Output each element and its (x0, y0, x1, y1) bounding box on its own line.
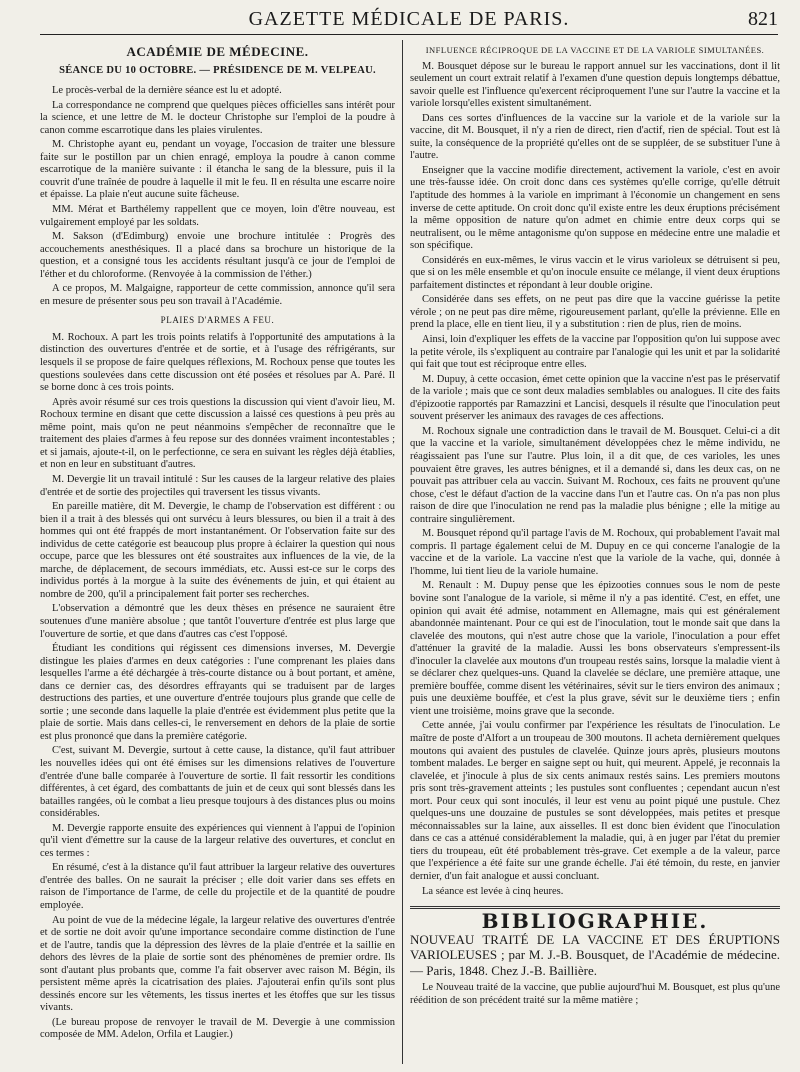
paragraph: M. Christophe ayant eu, pendant un voyage, l'occasion de traiter une blessure faite sur le postillon par un chien enragé, employa la poudre à canon comme escarrotique de la manière suivante : il étancha le sang de la blessure, puis il la couvrit d'une traînée de poudre à laquelle il mit le feu. Il en résulta une escarre noire et épaisse. La plaie n'eut aucune suite fâcheuse. (40, 139, 395, 201)
paragraph: M. Dupuy, à cette occasion, émet cette opinion que la vaccine n'est pas le préservatif de la variole ; mais que ce sont deux maladies semblables ou analogues. Il cite des faits d'épizootie rapportés par Ramazzini et Lancisi, desquels il résulte que l'inoculation peut souvent préserver les animaux des ravages de ces affections. (410, 373, 780, 423)
paragraph: Cette année, j'ai voulu confirmer par l'expérience les résultats de l'inoculation. Le maître de poste d'Alfort a un troupeau de 300 moutons. Il acheta dernièrement quelques moutons qui avaient des pustules de clavelée. Quinze jours après, plusieurs moutons tombent malades. Le berger en saigne sept ou huit, qui meurent. Appelé, je reconnais la clavelée, et j'inocule à plus de six cents animaux restés sains. Les premiers moutons pris sont très-gravement atteints ; les pustules sont confluentes ; cependant aucun n'est mort. Pour ceux qui sont inoculés, il leur est venu au point piqué une pustule. Chez quelques-uns une douzaine de pustules se sont développées, mais petites et presque méconnaissables sur la laine, aux aisselles. Il est donc bien évident que l'inoculation dans ce cas a atténué considérablement la maladie, qui, à en juger par l'état du premier tiers du troupeau, eût été probablement très-grave. Cet exemple a de la valeur, parce que l'expérience a été faite sur une grande échelle. J'ai été témoin, du reste, en janvier dernier, d'un fait analogue et aussi concluant. (410, 720, 780, 882)
academy-heading: ACADÉMIE DE MÉDECINE. (126, 44, 309, 59)
paragraph: M. Bousquet dépose sur le bureau le rapport annuel sur les vaccinations, dont il lit seulement un court extrait relatif à l'examen d'une question depuis longtemps débattue, savoir quelle est l'influence qu'exercent réciproquement l'une sur l'autre la vaccine et la variole lorsqu'elles existent simultanément. (410, 60, 780, 110)
journal-title: GAZETTE MÉDICALE DE PARIS. (248, 8, 570, 30)
paragraph: Considérés en eux-mêmes, le virus vaccin et le virus varioleux se détruisent si peu, que si on les mêle ensemble et qu'on inocule ensuite ce mélange, il vient deux éruptions parfaitement distinctes et répondant à leur double origine. (410, 254, 780, 291)
paragraph: Ainsi, loin d'expliquer les effets de la vaccine par l'opposition qu'on lui suppose avec la petite vérole, ils s'expliquent au contraire par l'analogie qui les unit et par la solidarité qui fait que tout est réciproque entre elles. (410, 334, 780, 371)
paragraph: A ce propos, M. Malgaigne, rapporteur de cette commission, annonce qu'il sera en mesure de présenter sous peu son travail à l'Académie. (40, 283, 395, 307)
paragraph: Dans ces sortes d'influences de la vaccine sur la variole et de la variole sur la vaccine, dit M. Bousquet, il n'y a rien de direct, rien d'actif, rien de spécial. Tout est là suite, la conséquence de la propriété qu'elles ont de se suppléer, de se substituer l'une à l'autre. (410, 112, 780, 162)
paragraph: Le Nouveau traité de la vaccine, que publie aujourd'hui M. Bousquet, est plus qu'une réédition de son précédent traité sur la même matière ; (410, 982, 780, 1006)
left-column (40, 44, 395, 1064)
paragraph: M. Bousquet répond qu'il partage l'avis de M. Rochoux, qui probablement l'avait mal compris. Il partage également celui de M. Dupuy en ce qui concerne l'analogie de la vaccine et de la variole. La vaccine n'est que la variole de la vache, qui, donnée à l'homme, lui tient lieu de la variole humaine. (410, 528, 780, 577)
paragraph: La séance est levée à cinq heures. (422, 885, 564, 897)
paragraph: L'observation a démontré que les deux thèses en présence ne sauraient être soutenues d'une manière absolue ; que tantôt l'ouverture d'entrée est plus large que l'ouverture de sortie, et que dans d'autres cas c'est l'opposé. (40, 603, 395, 640)
paragraph: M. Renault : M. Dupuy pense que les épizooties connues sous le nom de peste bovine sont l'analogue de la variole, si même il n'y a pas identité. C'est, en effet, une opinion qui avait été admise, notamment en Allemagne, mais qui est généralement abandonnée maintenant. Pour ce qui est de l'inoculation, tout le monde sait que dans la clavelée des moutons, qui n'est autre chose que la variole, l'inoculation a pour effet d'atténuer la gravité de la maladie. Aussi les bons observateurs s'empressent-ils d'inoculer la clavelée aux moutons d'un troupeau restés sains, lorsque la maladie vient à se déclarer chez quelques-uns. Quand la clavelée se déclare, une première attaque, une première bouffée, comme disent les vétérinaires, sévit sur le tiers environ des animaux ; puis une deuxième bouffée, et c'est la plus grave, sévit sur le deuxième tiers ; enfin vient une troisième, moins grave que la seconde. (410, 580, 780, 717)
session-heading: SÉANCE DU 10 OCTOBRE. — PRÉSIDENCE DE M. VELPEAU. (59, 64, 376, 76)
paragraph: (Le bureau propose de renvoyer le travail de M. Devergie à une commission composée de MM. Adelon, Orfila et Laugier.) (40, 1016, 395, 1041)
paragraph: Étudiant les conditions qui régissent ces dimensions inverses, M. Devergie distingue les plaies d'armes en deux catégories : l'une comprenant les plaies dans lesquelles l'arme a été déchargée à très-courte distance ou à bout portant, et amène, dans ce dernier cas, des désordres effrayants qui se traduisent par de larges destructions des parties, et une ouverture d'entrée toujours plus grande que celle de sortie ; une seconde dans laquelle la plaie d'entrée est évidemment plus petite que la plaie de sortie. Mais dans celles-ci, le renversement en dehors de la plaie de sortie est plus prononcé que dans la première catégorie. (40, 643, 395, 742)
paragraph: M. Devergie rapporte ensuite des expériences qui viennent à l'appui de l'opinion qu'il vient d'émettre sur la cause de la largeur relative des ouvertures, et conclut en ces termes : (40, 822, 395, 859)
paragraph: Après avoir résumé sur ces trois questions la discussion qui vient d'avoir lieu, M. Rochoux termine en disant que cette discussion a laissé ces questions à peu près au même point, mais qu'on ne peut néanmoins s'empêcher de reconnaître que le traitement des plaies d'armes à feu repose sur des données vraiment incontestables ; et si jamais, ajoute-t-il, on le perfectionne, ce sera en suivant les règles déjà établies, et non en leur en substituant d'autres. (40, 396, 395, 471)
section-heading: PLAIES D'ARMES A FEU. (160, 315, 275, 326)
column-divider (402, 40, 403, 1064)
right-column (410, 44, 780, 1064)
paragraph: M. Rochoux signale une contradiction dans le travail de M. Bousquet. Celui-ci a dit que la vaccine et la variole, simultanément développées chez le même individu, ne réagissaient pas l'une sur l'autre. Plus loin, il a dit que, de ces varioles, les unes pouvaient être graves, les autres bénignes, et il a demandé si, dans les deux cas, on ne pouvait pas attribuer cela au vaccin. Suivant M. Rochoux, ces faits ne prouvent qu'une chose, c'est le défaut d'action de la vaccine dans l'un et l'autre cas. On n'a pas non plus raison de dire que l'inoculation ne rend pas la maladie plus bénigne ; elle la mitige au contraire singulièrement. (410, 425, 780, 525)
paragraph: Enseigner que la vaccine modifie directement, activement la variole, c'est en avoir une très-fausse idée. On croit donc dans ces systèmes qu'elle corrige, qu'elle détruit l'aptitude des hommes à la variole en imprimant à l'économie un changement en sens inverse de cette aptitude. On croit donc qu'il existe entre les deux éruptions précisément la même opposition de nature qu'on admet en chimie entre deux corps qui se neutralisent, ou le même antagonisme qu'on suppose en médecine entre une maladie et son spécifique. (410, 164, 780, 252)
paragraph: M. Devergie lit un travail intitulé : Sur les causes de la largeur relative des plaies d'entrée et de sortie des projectiles qui traversent les tissus vivants. (40, 473, 395, 498)
page-number: 821 (748, 8, 778, 30)
paragraph: MM. Mérat et Barthélemy rappellent que ce moyen, loin d'être nouveau, est vulgairement employé par les soldats. (40, 204, 395, 228)
running-head (40, 8, 778, 35)
paragraph: Le procès-verbal de la dernière séance est lu et adopté. (52, 85, 282, 97)
section-heading: INFLUENCE RÉCIPROQUE DE LA VACCINE ET DE LA VARIOLE SIMULTANÉES. (425, 45, 765, 55)
paragraph: Considérée dans ses effets, on ne peut pas dire que la vaccine guérisse la petite vérole ; on ne peut pas dire même, rigoureusement parlant, qu'elle la prévienne. Elle en prend la place, elle en tient lieu, il y a substitution : rien de plus, rien de moins. (410, 294, 780, 331)
paragraph: En résumé, c'est à la distance qu'il faut attribuer la largeur relative des ouvertures d'entrée des balles. On ne saurait la préciser ; elle doit varier dans ses effets en raison de l'importance de l'arme, de celle du projectile et de la quantité de poudre employée. (40, 862, 395, 911)
paragraph: Au point de vue de la médecine légale, la largeur relative des ouvertures d'entrée et de sortie ne doit avoir qu'une importance secondaire comme distinction de l'une et de l'autre, tandis que la dépression des lèvres de la plaie d'entrée et la saillie en dehors des lèvres de la plaie de sortie sont des phénomènes de premier ordre. Ils sont d'autant plus probants que, comme l'a fait observer avec raison M. Bégin, ils persistent même après la cicatrisation des plaies. J'ajouterai enfin qu'ils sont plus dessinés encore sur les vêtements, les tissus inertes et les étoffes que sur les tissus vivants. (40, 914, 395, 1014)
paragraph: En pareille matière, dit M. Devergie, le champ de l'observation est différent : ou bien il a trait à des blessés qui ont survécu à leurs blessures, ou bien il a trait à des hommes qui ont été frappés de mort instantanément. Or l'observation faite sur des individus de cette catégorie est beaucoup plus propre à éclairer la question qui nous occupe, parce que les blessures ont été soustraites aux influences de la vie, de la marche, de déplacement, de secours immédiats, etc. Aussi est-ce sur le corps des individus portés à la morgue à la suite des événements de juin, et qui étaient au nombre de 200, qu'il a principalement fait porter ses recherches. (40, 501, 395, 600)
paragraph: C'est, suivant M. Devergie, surtout à cette cause, la distance, qu'il faut attribuer les nouvelles idées qui ont été émises sur les dimensions relatives de l'ouverture d'entrée d'une balle comparée à l'ouverture de sortie. Il fait ressortir les conditions différentes, à cet égard, des combattants de juin et de ceux qui sont blessés dans les batailles rangées, où le combat a lieu presque toujours à des distances plus ou moins considérables. (40, 745, 395, 820)
paragraph: M. Sakson (d'Edimburg) envoie une brochure intitulée : Progrès des accouchements anesthésiques. Il a placé dans sa brochure un historique de la question, et a consigné tous les accidents résultant jusqu'à ce jour de l'emploi de l'éther et du chloroforme. (Renvoyée à la commission de l'éther.) (40, 231, 395, 280)
bibliography-heading: BIBLIOGRAPHIE. (481, 909, 709, 934)
book-title: NOUVEAU TRAITÉ DE LA VACCINE ET DES ÉRUPTIONS VARIOLEUSES ; par M. J.-B. Bousquet, de l'Académie de médecine. — Paris, 1848. Chez J.-B. Baillière. (410, 931, 780, 978)
paragraph: La correspondance ne comprend que quelques pièces officielles sans intérêt pour la science, et une lettre de M. le docteur Christophe sur l'emploi de la poudre à canon comme escarrotique dans les plaies virulentes. (40, 99, 395, 136)
paragraph: M. Rochoux. A part les trois points relatifs à l'opportunité des amputations à la distinction des ouvertures d'entrée et de sortie, et à l'usage des réfrigérants, sur lesquels il se propose de faire quelques réflexions, M. Rochoux pense que toutes les questions soulevées dans cette discussion ont été posées et résolues par A. Paré. Il se borne donc à ces trois points. (40, 331, 395, 394)
